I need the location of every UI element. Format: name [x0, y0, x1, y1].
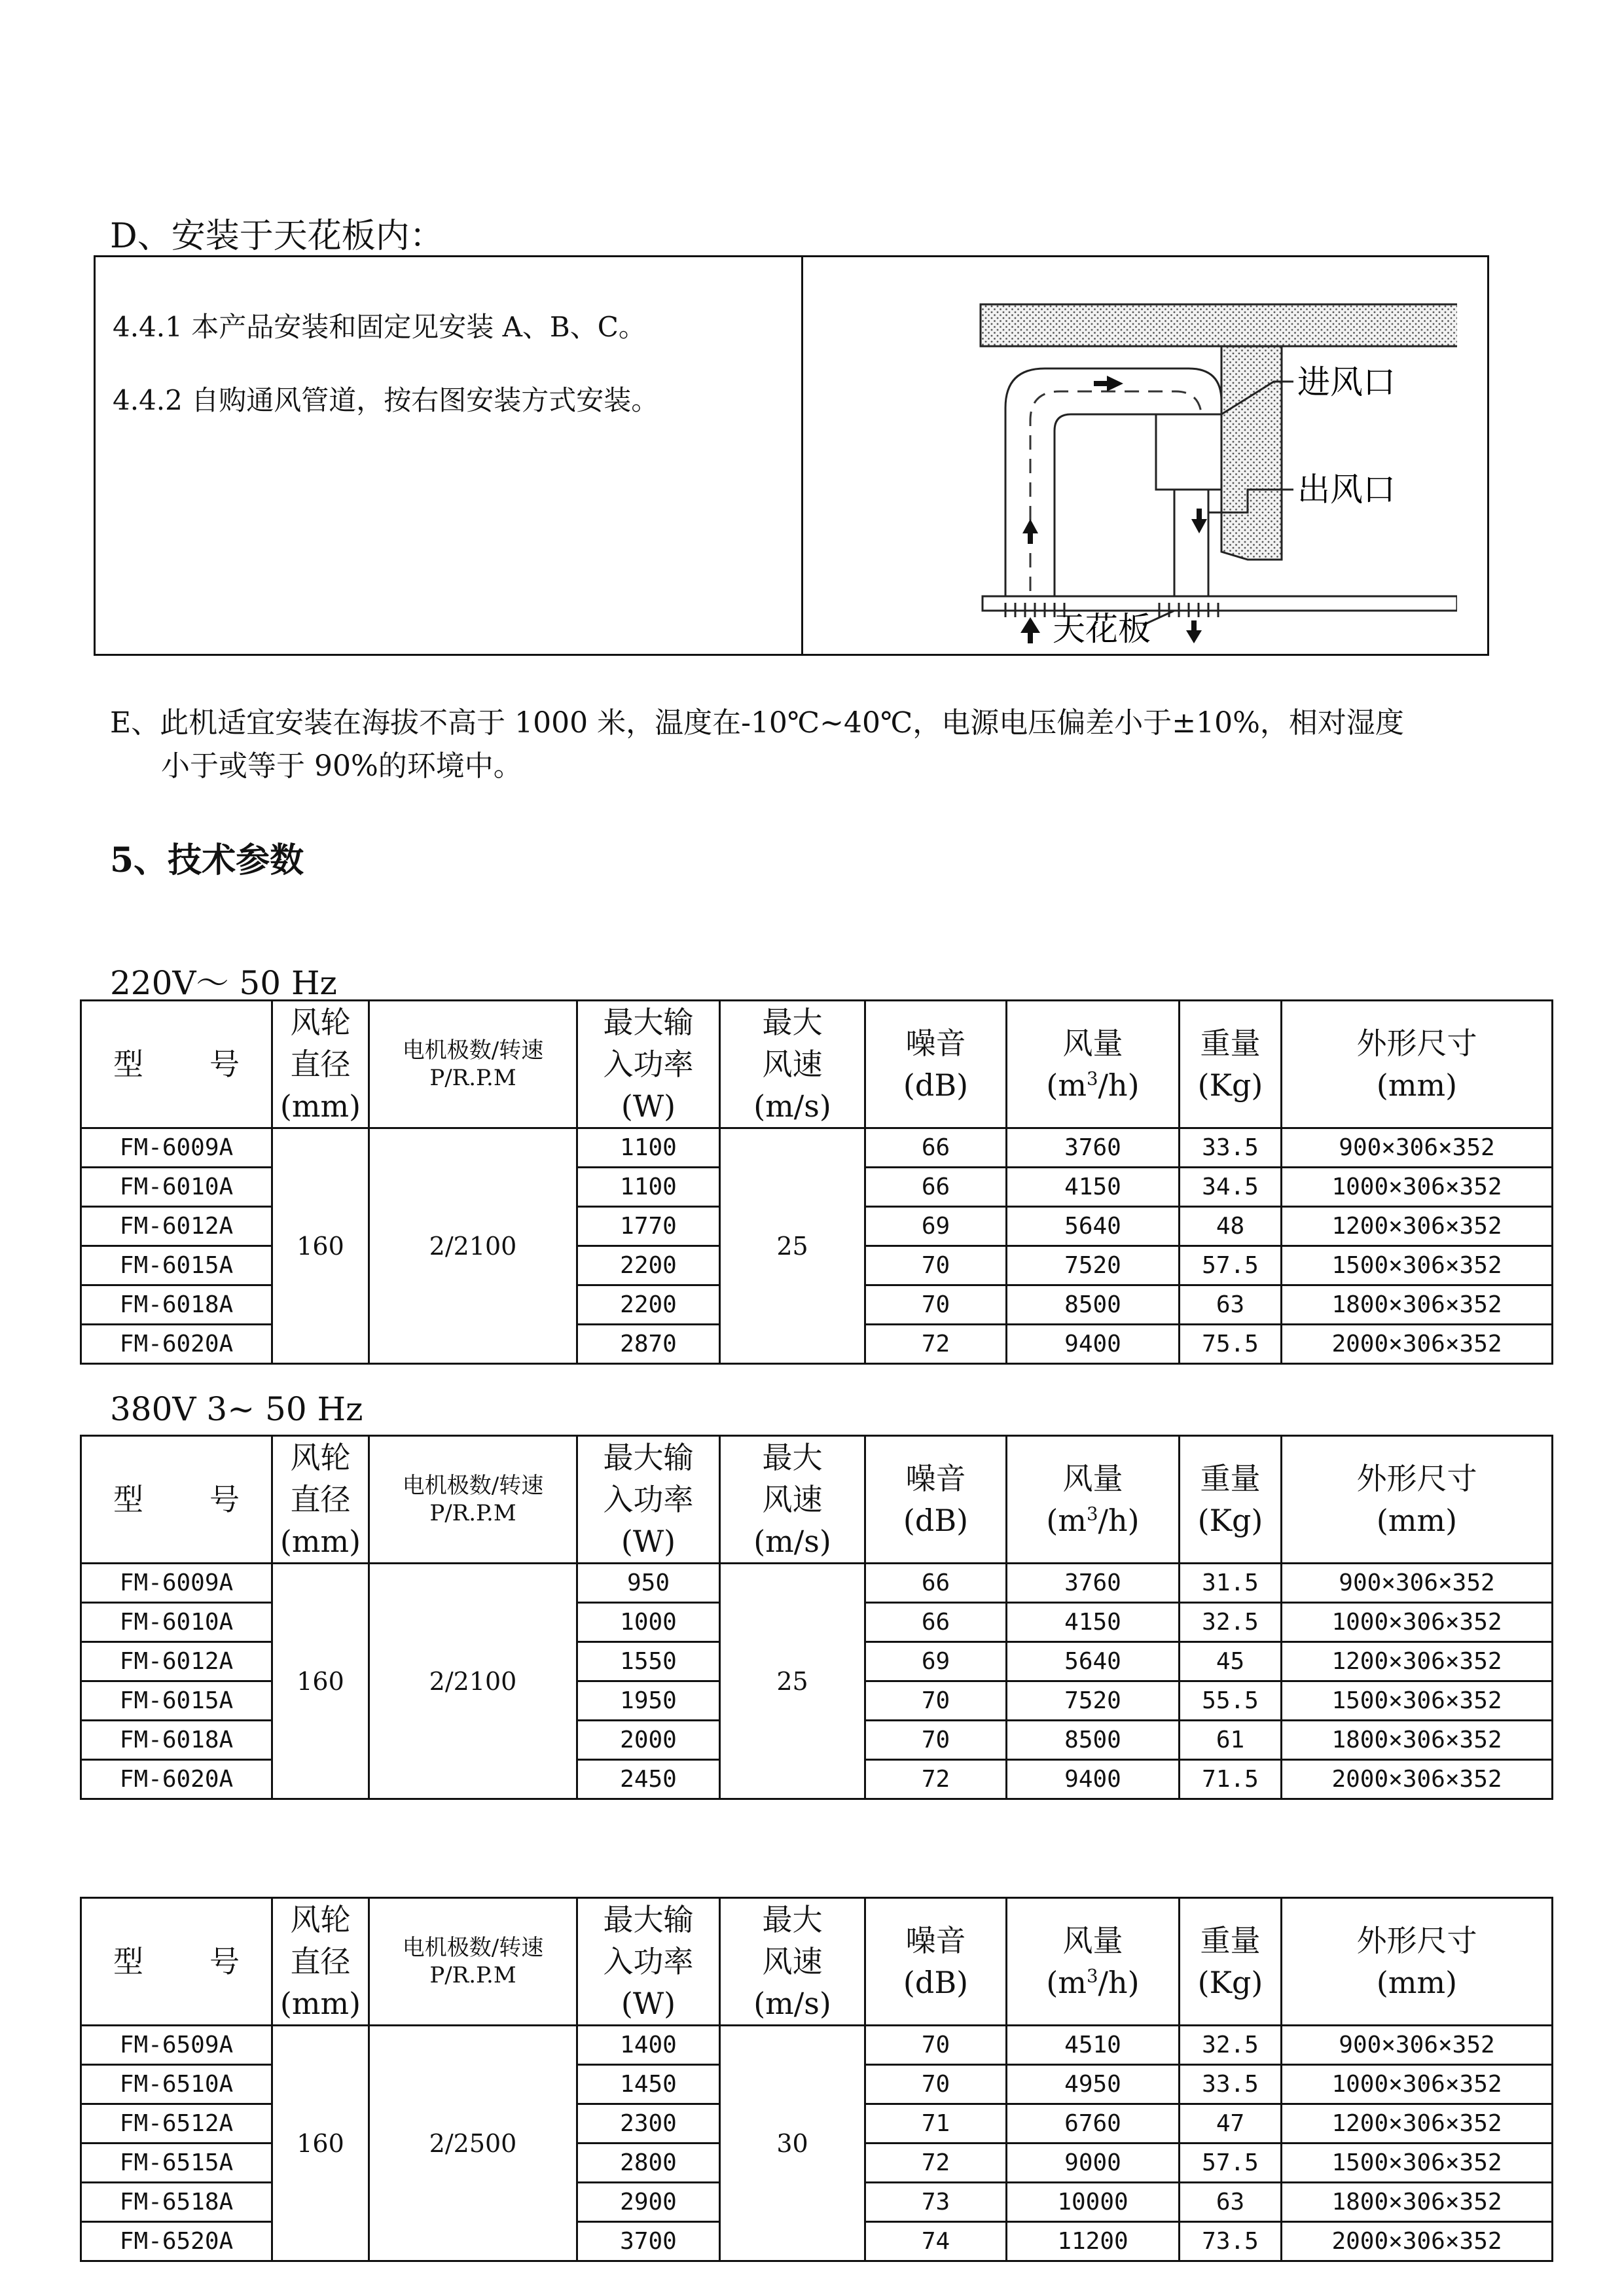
- wheel-diameter-cell: 160: [272, 2026, 369, 2261]
- header-max-speed: 最大 风速 (m/s): [720, 1898, 865, 2026]
- speed-cell: 30: [720, 2026, 865, 2261]
- dimensions-cell: 1000×306×352: [1282, 2065, 1553, 2104]
- model-cell: FM-6515A: [81, 2144, 272, 2183]
- airflow-cell: 9400: [1007, 1760, 1180, 1799]
- header-dimensions: 外形尺寸 (mm): [1282, 1436, 1553, 1564]
- installation-box: [94, 255, 1489, 656]
- spec-table-6500-series: [80, 1897, 1553, 2262]
- noise-cell: 70: [865, 1721, 1007, 1760]
- model-cell: FM-6020A: [81, 1325, 272, 1364]
- weight-cell: 73.5: [1180, 2222, 1282, 2261]
- dimensions-cell: 1800×306×352: [1282, 1285, 1553, 1325]
- power-cell: 2200: [577, 1246, 720, 1285]
- dimensions-cell: 1200×306×352: [1282, 1642, 1553, 1681]
- header-airflow: 风量 $(m^3/h)$: [1007, 1001, 1180, 1128]
- duct-inner: [1055, 414, 1163, 596]
- noise-cell: 70: [865, 1246, 1007, 1285]
- flow-arrow-right: [1107, 376, 1123, 391]
- header-motor: 电机极数/转速 P/R.P.M: [369, 1898, 577, 2026]
- section-d-heading: D、安装于天花板内：: [110, 217, 444, 256]
- power-cell: 3700: [577, 2222, 720, 2261]
- table-row: [81, 2026, 1553, 2065]
- weight-cell: 47: [1180, 2104, 1282, 2144]
- header-max-power: 最大输 入功率 (W): [577, 1898, 720, 2026]
- dimensions-cell: 1200×306×352: [1282, 1207, 1553, 1246]
- model-cell: FM-6015A: [81, 1246, 272, 1285]
- weight-cell: 63: [1180, 1285, 1282, 1325]
- noise-cell: 66: [865, 1603, 1007, 1642]
- power-cell: 2450: [577, 1760, 720, 1799]
- table-row: [81, 1128, 1553, 1168]
- power-cell: 2300: [577, 2104, 720, 2144]
- header-airflow: 风量 $(m^3/h)$: [1007, 1898, 1180, 2026]
- header-max-power: 最大输 入功率 (W): [577, 1436, 720, 1564]
- install-instruction-2: 4.4.2 自购通风管道，按右图安装方式安装。: [113, 384, 659, 416]
- motor-cell: 2/2500: [369, 2026, 577, 2261]
- airflow-cell: 7520: [1007, 1681, 1180, 1721]
- outlet-duct: [1174, 490, 1208, 596]
- dimensions-cell: 2000×306×352: [1282, 2222, 1553, 2261]
- header-model: 型 号: [81, 1436, 272, 1564]
- install-instruction-1: 4.4.1 本产品安装和固定见安装 A、B、C。: [113, 311, 646, 343]
- wheel-diameter-cell: 160: [272, 1564, 369, 1799]
- noise-cell: 70: [865, 2026, 1007, 2065]
- speed-cell: 25: [720, 1128, 865, 1364]
- header-airflow: 风量 $(m^3/h)$: [1007, 1436, 1180, 1564]
- weight-cell: 71.5: [1180, 1760, 1282, 1799]
- header-weight: 重量 (Kg): [1180, 1436, 1282, 1564]
- header-motor: 电机极数/转速 P/R.P.M: [369, 1436, 577, 1564]
- flow-arrow-down: [1191, 519, 1207, 533]
- noise-cell: 66: [865, 1128, 1007, 1168]
- airflow-cell: 10000: [1007, 2183, 1180, 2222]
- header-dimensions: 外形尺寸 (mm): [1282, 1898, 1553, 2026]
- outlet-label: 出风口: [1297, 471, 1396, 508]
- dimensions-cell: 900×306×352: [1282, 1128, 1553, 1168]
- airflow-cell: 8500: [1007, 1285, 1180, 1325]
- power-cell: 1950: [577, 1681, 720, 1721]
- power-cell: 1000: [577, 1603, 720, 1642]
- dimensions-cell: 1000×306×352: [1282, 1603, 1553, 1642]
- header-weight: 重量 (Kg): [1180, 1001, 1282, 1128]
- header-model: 型 号: [81, 1898, 272, 2026]
- header-max-speed: 最大 风速 (m/s): [720, 1436, 865, 1564]
- noise-cell: 71: [865, 2104, 1007, 2144]
- weight-cell: 61: [1180, 1721, 1282, 1760]
- header-noise: 噪音 (dB): [865, 1436, 1007, 1564]
- weight-cell: 57.5: [1180, 1246, 1282, 1285]
- airflow-cell: 4950: [1007, 2065, 1180, 2104]
- model-cell: FM-6020A: [81, 1760, 272, 1799]
- airflow-cell: 4510: [1007, 2026, 1180, 2065]
- header-motor: 电机极数/转速 P/R.P.M: [369, 1001, 577, 1128]
- noise-cell: 72: [865, 2144, 1007, 2183]
- noise-cell: 72: [865, 1325, 1007, 1364]
- weight-cell: 75.5: [1180, 1325, 1282, 1364]
- model-cell: FM-6510A: [81, 2065, 272, 2104]
- weight-cell: 32.5: [1180, 1603, 1282, 1642]
- power-cell: 2000: [577, 1721, 720, 1760]
- motor-cell: 2/2100: [369, 1128, 577, 1364]
- dimensions-cell: 1800×306×352: [1282, 1721, 1553, 1760]
- noise-cell: 70: [865, 1681, 1007, 1721]
- header-wheel-diameter: 风轮 直径 (mm): [272, 1001, 369, 1128]
- weight-cell: 48: [1180, 1207, 1282, 1246]
- model-cell: FM-6509A: [81, 2026, 272, 2065]
- noise-cell: 74: [865, 2222, 1007, 2261]
- weight-cell: 33.5: [1180, 2065, 1282, 2104]
- weight-cell: 32.5: [1180, 2026, 1282, 2065]
- weight-cell: 63: [1180, 2183, 1282, 2222]
- power-cell: 2800: [577, 2144, 720, 2183]
- airflow-cell: 9400: [1007, 1325, 1180, 1364]
- weight-cell: 33.5: [1180, 1128, 1282, 1168]
- airflow-cell: 3760: [1007, 1128, 1180, 1168]
- dimensions-cell: 1200×306×352: [1282, 2104, 1553, 2144]
- roof-slab: [981, 304, 1457, 346]
- airflow-cell: 5640: [1007, 1207, 1180, 1246]
- header-dimensions: 外形尺寸 (mm): [1282, 1001, 1553, 1128]
- model-cell: FM-6012A: [81, 1207, 272, 1246]
- model-cell: FM-6518A: [81, 2183, 272, 2222]
- airflow-cell: 8500: [1007, 1721, 1180, 1760]
- noise-cell: 69: [865, 1642, 1007, 1681]
- ceiling-label: 天花板: [1053, 611, 1151, 643]
- box-divider: [801, 257, 803, 654]
- dimensions-cell: 2000×306×352: [1282, 1760, 1553, 1799]
- noise-cell: 66: [865, 1564, 1007, 1603]
- weight-cell: 45: [1180, 1642, 1282, 1681]
- noise-cell: 69: [865, 1207, 1007, 1246]
- airflow-cell: 6760: [1007, 2104, 1180, 2144]
- voltage-label-380: 380V 3~ 50 Hz: [110, 1390, 363, 1428]
- header-max-speed: 最大 风速 (m/s): [720, 1001, 865, 1128]
- dimensions-cell: 1500×306×352: [1282, 2144, 1553, 2183]
- model-cell: FM-6010A: [81, 1603, 272, 1642]
- noise-cell: 70: [865, 1285, 1007, 1325]
- weight-cell: 55.5: [1180, 1681, 1282, 1721]
- model-cell: FM-6018A: [81, 1285, 272, 1325]
- model-cell: FM-6009A: [81, 1128, 272, 1168]
- header-weight: 重量 (Kg): [1180, 1898, 1282, 2026]
- power-cell: 2870: [577, 1325, 720, 1364]
- header-wheel-diameter: 风轮 直径 (mm): [272, 1436, 369, 1564]
- airflow-cell: 11200: [1007, 2222, 1180, 2261]
- fan-unit: [1156, 414, 1221, 490]
- power-cell: 2200: [577, 1285, 720, 1325]
- wall-beam: [1221, 346, 1282, 560]
- airflow-cell: 7520: [1007, 1246, 1180, 1285]
- exhaust-arrow-down: [1186, 630, 1202, 643]
- dimensions-cell: 900×306×352: [1282, 2026, 1553, 2065]
- power-cell: 1400: [577, 2026, 720, 2065]
- dimensions-cell: 1000×306×352: [1282, 1168, 1553, 1207]
- model-cell: FM-6018A: [81, 1721, 272, 1760]
- power-cell: 2900: [577, 2183, 720, 2222]
- power-cell: 1770: [577, 1207, 720, 1246]
- airflow-cell: 4150: [1007, 1168, 1180, 1207]
- motor-cell: 2/2100: [369, 1564, 577, 1799]
- weight-cell: 31.5: [1180, 1564, 1282, 1603]
- environment-paragraph: [110, 702, 1537, 788]
- model-cell: FM-6012A: [81, 1642, 272, 1681]
- dimensions-cell: 2000×306×352: [1282, 1325, 1553, 1364]
- spec-table-220v: [80, 999, 1553, 1365]
- power-cell: 1100: [577, 1168, 720, 1207]
- wheel-diameter-cell: 160: [272, 1128, 369, 1364]
- header-model: 型 号: [81, 1001, 272, 1128]
- airflow-cell: 9000: [1007, 2144, 1180, 2183]
- weight-cell: 34.5: [1180, 1168, 1282, 1207]
- weight-cell: 57.5: [1180, 2144, 1282, 2183]
- power-cell: 1100: [577, 1128, 720, 1168]
- power-cell: 1550: [577, 1642, 720, 1681]
- noise-cell: 73: [865, 2183, 1007, 2222]
- model-cell: FM-6015A: [81, 1681, 272, 1721]
- ceiling-installation-diagram: [881, 290, 1457, 643]
- dimensions-cell: 1800×306×352: [1282, 2183, 1553, 2222]
- dimensions-cell: 1500×306×352: [1282, 1246, 1553, 1285]
- power-cell: 950: [577, 1564, 720, 1603]
- flow-arrow-up: [1022, 519, 1038, 533]
- power-cell: 1450: [577, 2065, 720, 2104]
- header-noise: 噪音 (dB): [865, 1001, 1007, 1128]
- airflow-cell: 5640: [1007, 1642, 1180, 1681]
- model-cell: FM-6010A: [81, 1168, 272, 1207]
- header-wheel-diameter: 风轮 直径 (mm): [272, 1898, 369, 2026]
- airflow-cell: 3760: [1007, 1564, 1180, 1603]
- environment-line-2: 小于或等于 90%的环境中。: [161, 749, 522, 783]
- airflow-cell: 4150: [1007, 1603, 1180, 1642]
- table-row: [81, 1564, 1553, 1603]
- environment-line-1: E、此机适宜安装在海拔不高于 1000 米，温度在-10℃~40℃，电源电压偏差小于±10%，相对湿度: [110, 706, 1404, 740]
- model-cell: FM-6009A: [81, 1564, 272, 1603]
- tech-params-heading: 5、技术参数: [110, 840, 304, 880]
- spec-table-380v: [80, 1435, 1553, 1800]
- noise-cell: 66: [865, 1168, 1007, 1207]
- model-cell: FM-6512A: [81, 2104, 272, 2144]
- header-max-power: 最大输 入功率 (W): [577, 1001, 720, 1128]
- dimensions-cell: 900×306×352: [1282, 1564, 1553, 1603]
- model-cell: FM-6520A: [81, 2222, 272, 2261]
- dimensions-cell: 1500×306×352: [1282, 1681, 1553, 1721]
- speed-cell: 25: [720, 1564, 865, 1799]
- header-noise: 噪音 (dB): [865, 1898, 1007, 2026]
- noise-cell: 72: [865, 1760, 1007, 1799]
- voltage-label-220: 220V～ 50 Hz: [110, 964, 337, 1002]
- intake-arrow-up: [1020, 617, 1040, 633]
- noise-cell: 70: [865, 2065, 1007, 2104]
- inlet-label: 进风口: [1297, 364, 1396, 401]
